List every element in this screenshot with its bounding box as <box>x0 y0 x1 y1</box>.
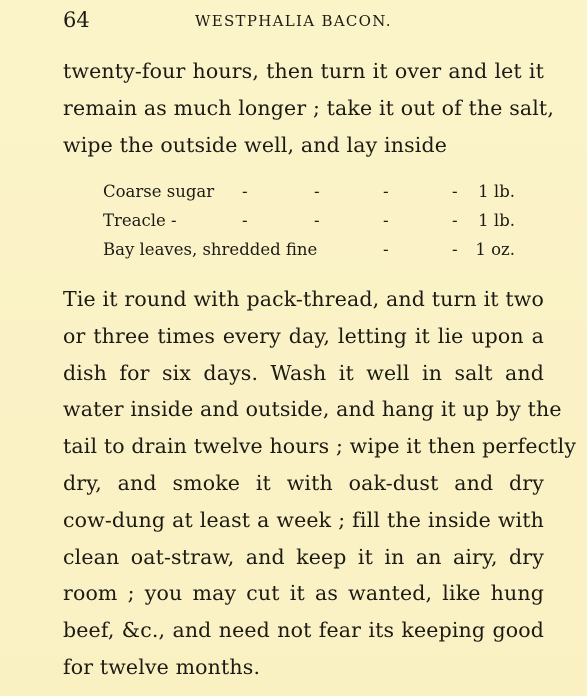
ingredient-name: Treacle - <box>103 211 177 230</box>
leader-dash: - <box>383 211 389 230</box>
paragraph-1 <box>63 53 554 163</box>
text-line: remain as much longer ; take it out of the salt, <box>63 95 554 120</box>
page-number: 64 <box>63 8 90 32</box>
ingredient-row <box>103 235 518 264</box>
ingredient-list <box>103 177 518 267</box>
leader-dash: - <box>242 211 248 230</box>
ingredient-row <box>103 177 518 206</box>
leader-dash: - <box>452 211 458 230</box>
text-line: beef, &c., and need not fear its keeping good <box>63 618 544 643</box>
ingredient-name: Bay leaves, shredded fine <box>103 240 318 259</box>
paragraph-2 <box>63 281 577 686</box>
leader-dash: - <box>383 182 389 201</box>
text-line: twenty-four hours, then turn it over and let it <box>63 59 544 83</box>
leader-dash: - <box>314 182 320 201</box>
text-line: for twelve months. <box>63 654 261 679</box>
leader-dash: - <box>452 182 458 201</box>
text-line: clean oat-straw, and keep it in an airy, dry <box>63 544 544 569</box>
text-line: room ; you may cut it as wanted, like hung <box>63 581 544 606</box>
ingredient-quantity: 1 oz. <box>475 240 515 259</box>
leader-dash: - <box>314 211 320 230</box>
text-line: cow-dung at least a week ; fill the inside with <box>63 507 544 532</box>
text-line: wipe the outside well, and lay inside <box>63 132 447 157</box>
running-title: WESTPHALIA BACON. <box>195 12 392 30</box>
text-line: water inside and outside, and hang it up by the <box>63 397 562 422</box>
text-line: or three times every day, letting it lie upon a <box>63 323 544 348</box>
text-line: dry, and smoke it with oak-dust and dry <box>63 470 544 495</box>
leader-dash: - <box>452 240 458 259</box>
text-line: Tie it round with pack-thread, and turn it two <box>63 287 544 311</box>
text-line: dish for six days. Wash it well in salt and <box>63 360 544 385</box>
ingredient-row <box>103 206 518 235</box>
leader-dash: - <box>242 182 248 201</box>
leader-dash: - <box>383 240 389 259</box>
text-line: tail to drain twelve hours ; wipe it then perfectly <box>63 434 577 459</box>
ingredient-quantity: 1 lb. <box>478 182 515 201</box>
running-head <box>63 8 544 32</box>
ingredient-name: Coarse sugar <box>103 182 215 201</box>
ingredient-quantity: 1 lb. <box>478 211 515 230</box>
